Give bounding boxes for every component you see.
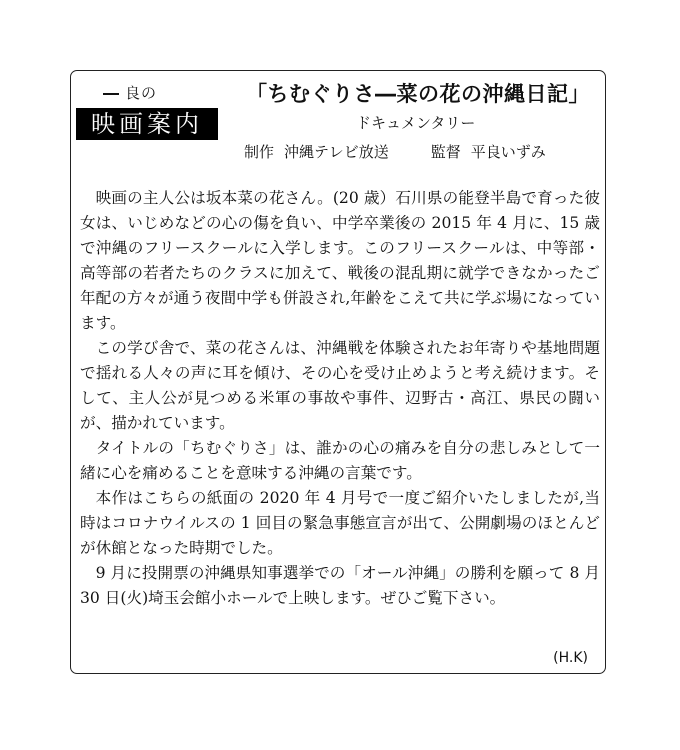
production-company: 沖縄テレビ放送 bbox=[284, 143, 389, 161]
author-signature: (H.K) bbox=[553, 650, 588, 666]
column-label bbox=[103, 82, 157, 103]
movie-genre: ドキュメンタリー bbox=[356, 114, 476, 132]
paragraph-2: この学び舎で、菜の花さんは、沖縄戦を体験されたお年寄りや基地問題で揺れる人々の声に耳を傾け、その心を受け止めようと考え続けます。そして、主人公が見つめる米軍の事故や事件、辺野古・高江、県民の闘いが、描かれています。 bbox=[80, 339, 600, 432]
paragraph-3: タイトルの「ちむぐりさ」は、誰かの心の痛みを自分の悲しみとして一緒に心を痛めることを意味する沖縄の言葉です。 bbox=[80, 439, 600, 482]
paragraph-1: 映画の主人公は坂本菜の花さん。(20 歳）石川県の能登半島で育った彼女は、いじめなどの心の傷を負い、中学卒業後の 2015 年 4 月に、15 歳で沖縄のフリースクールに入学します。このフリースクールは、中等部・高等部の若者たちのクラスに加えて、戦後の混乱期に就学できなかったご年配の方々が通う夜間中学も併設され,年齢をこえて共に学ぶ場になっています。 bbox=[80, 189, 600, 332]
director-name: 平良いずみ bbox=[470, 143, 546, 161]
paragraph-5: 9 月に投開票の沖縄県知事選挙での「オール沖縄」の勝利を願って 8 月 30 日(火)埼玉会館小ホールで上映します。ぜひご覧下さい。 bbox=[80, 564, 600, 607]
director-label: 監督 bbox=[430, 143, 461, 161]
column-label-dash bbox=[103, 93, 119, 95]
movie-credits bbox=[244, 141, 556, 162]
column-label-text: 良の bbox=[125, 84, 158, 102]
article-body bbox=[80, 186, 600, 611]
movie-title: 「ちむぐりさ―菜の花の沖縄日記」 bbox=[246, 82, 590, 106]
column-title: 映画案内 bbox=[76, 108, 218, 140]
production-label: 制作 bbox=[244, 143, 275, 161]
paragraph-4: 本作はこちらの紙面の 2020 年 4 月号で一度ご紹介いたしましたが,当時はコロナウイルスの 1 回目の緊急事態宣言が出て、公開劇場のほとんどが休館となった時期でした。 bbox=[80, 489, 600, 557]
